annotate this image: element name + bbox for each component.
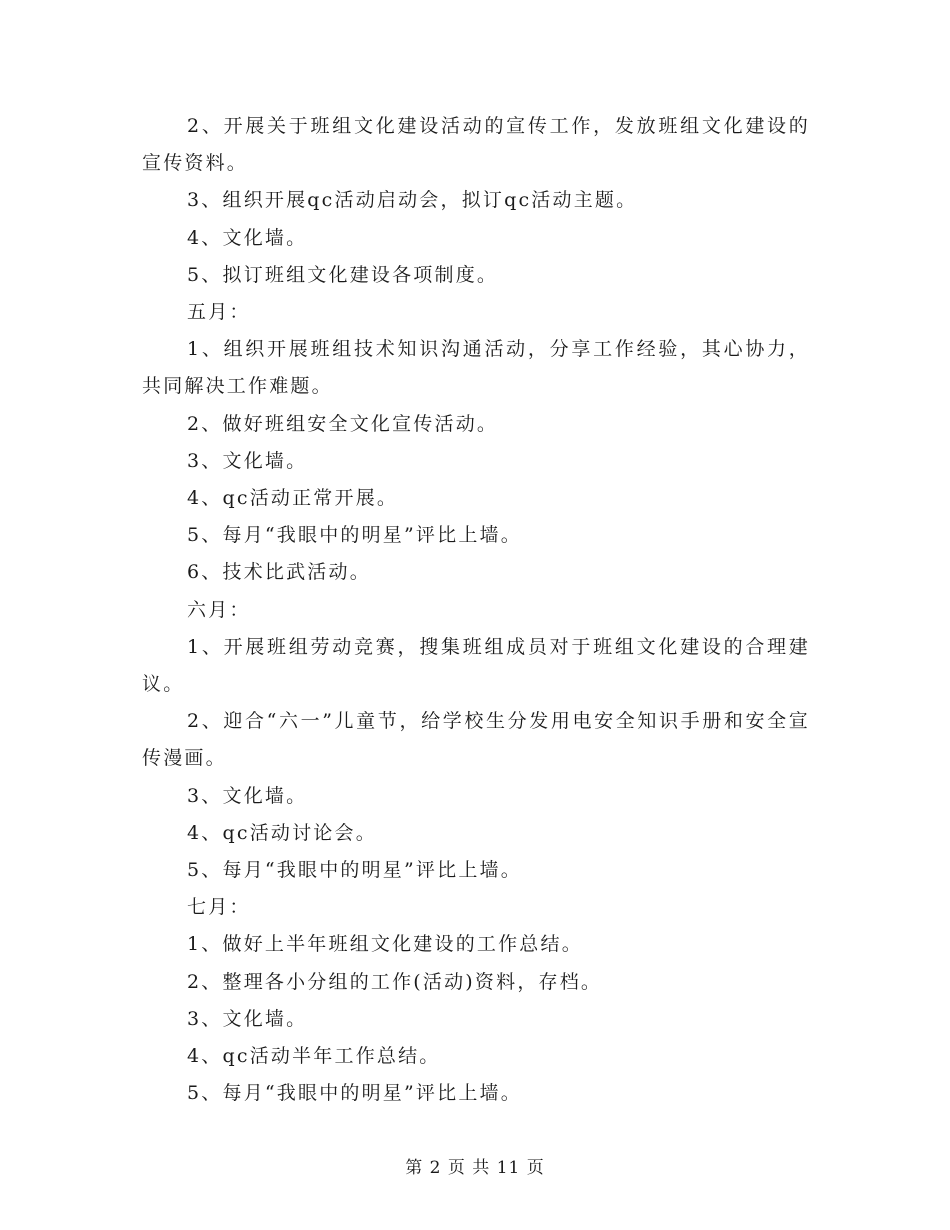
paragraph-may-prep-5: 5、拟订班组文化建设各项制度。	[187, 263, 499, 286]
paragraph-july-4: 4、qc活动半年工作总结。	[187, 1045, 441, 1068]
paragraph-may-1: 1、组织开展班组技术知识沟通活动，分享工作经验，其心协力，共同解决工作难题。	[142, 338, 810, 398]
paragraph-may-prep-4: 4、文化墙。	[187, 226, 308, 249]
section-heading-july: 七月：	[187, 896, 251, 919]
paragraph-may-5: 5、每月“我眼中的明星”评比上墙。	[187, 524, 522, 547]
paragraph-may-3: 3、文化墙。	[187, 449, 308, 472]
paragraph-may-prep-2: 2、开展关于班组文化建设活动的宣传工作，发放班组文化建设的宣传资料。	[142, 115, 810, 175]
paragraph-july-1: 1、做好上半年班组文化建设的工作总结。	[187, 933, 583, 956]
paragraph-june-5: 5、每月“我眼中的明星”评比上墙。	[187, 859, 522, 882]
page-number-footer: 第 2 页 共 11 页	[405, 1158, 545, 1178]
paragraph-may-4: 4、qc活动正常开展。	[187, 487, 399, 510]
section-heading-may: 五月：	[187, 301, 251, 324]
paragraph-july-2: 2、整理各小分组的工作(活动)资料，存档。	[187, 970, 603, 993]
paragraph-june-1: 1、开展班组劳动竞赛，搜集班组成员对于班组文化建设的合理建议。	[142, 635, 810, 696]
paragraph-may-prep-3: 3、组织开展qc活动启动会，拟订qc活动主题。	[187, 189, 638, 212]
section-heading-june: 六月：	[187, 598, 251, 621]
paragraph-june-3: 3、文化墙。	[187, 784, 308, 807]
paragraph-june-4: 4、qc活动讨论会。	[187, 821, 377, 844]
document-body	[142, 108, 810, 1112]
paragraph-may-6: 6、技术比武活动。	[187, 561, 371, 584]
paragraph-july-5: 5、每月“我眼中的明星”评比上墙。	[187, 1082, 522, 1105]
paragraph-june-2: 2、迎合“六一”儿童节，给学校生分发用电安全知识手册和安全宣传漫画。	[142, 710, 810, 770]
paragraph-may-2: 2、做好班组安全文化宣传活动。	[187, 412, 499, 435]
paragraph-july-3: 3、文化墙。	[187, 1007, 308, 1030]
